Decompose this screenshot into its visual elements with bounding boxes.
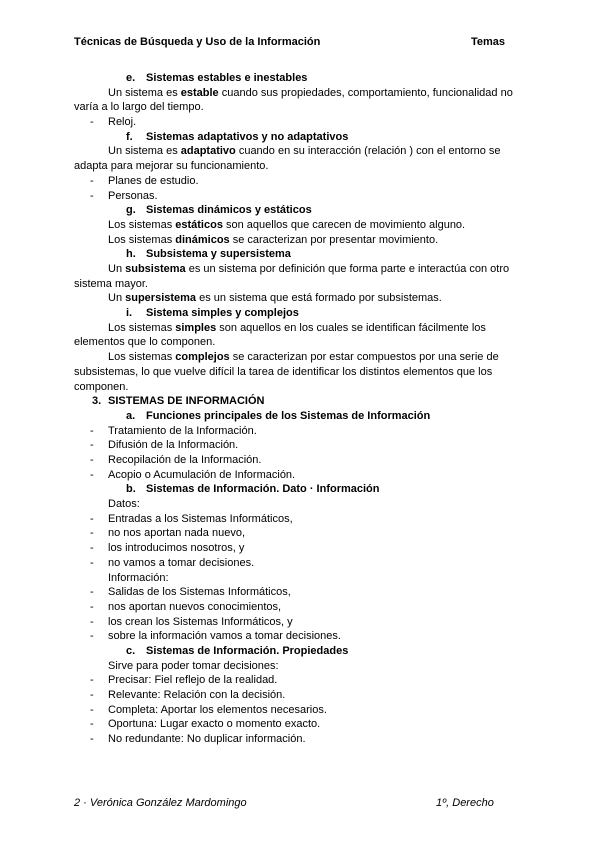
paragraph-text: Un sistema es <box>108 86 181 99</box>
list-bullet: - <box>90 733 94 746</box>
footer-course: 1º, Derecho <box>436 797 494 809</box>
paragraph <box>74 571 520 586</box>
emphasized-term: complejos <box>175 351 230 364</box>
list-item-text: No redundante: No duplicar información. <box>108 733 306 746</box>
paragraph <box>74 86 520 115</box>
list-item-text: Difusión de la Información. <box>108 439 239 452</box>
heading-label: b. <box>126 483 136 496</box>
list-item <box>74 688 520 703</box>
heading-label: c. <box>126 644 136 657</box>
subsection-heading <box>74 130 520 145</box>
list-item <box>74 115 520 130</box>
paragraph <box>74 233 520 248</box>
subsection-heading <box>74 306 520 321</box>
header-title: Técnicas de Búsqueda y Uso de la Información <box>74 36 321 48</box>
list-bullet: - <box>90 718 94 731</box>
heading-text: Sistemas de Información. Propiedades <box>146 644 349 657</box>
list-item-text: Reloj. <box>108 116 137 129</box>
list-bullet: - <box>90 689 94 702</box>
list-item-text: Relevante: Relación con la decisión. <box>108 689 286 702</box>
list-item-text: Oportuna: Lugar exacto o momento exacto. <box>108 718 321 731</box>
heading-text: SISTEMAS DE INFORMACIÓN <box>108 395 265 408</box>
paragraph-text: Un <box>108 292 126 305</box>
list-item <box>74 717 520 732</box>
subsection-heading <box>74 247 520 262</box>
emphasized-term: supersistema <box>125 292 197 305</box>
heading-text: Sistemas de Información. Dato · Información <box>146 483 380 496</box>
list-item-text: Precisar: Fiel reflejo de la realidad. <box>108 674 278 687</box>
list-item <box>74 541 520 556</box>
list-item-text: Personas. <box>108 189 158 202</box>
paragraph-text: Los sistemas <box>108 218 176 231</box>
list-bullet: - <box>90 468 94 481</box>
paragraph <box>74 291 520 306</box>
heading-label: i. <box>126 307 133 320</box>
heading-text: Sistema simples y complejos <box>146 307 299 320</box>
list-item-text: no vamos a tomar decisiones. <box>108 556 255 569</box>
list-item-text: Planes de estudio. <box>108 174 199 187</box>
paragraph-text: cuando en su interacción (relación ) con el entorno se adapta para mejorar su funcionamiento. <box>74 145 501 173</box>
list-item-text: Tratamiento de la Información. <box>108 424 257 437</box>
list-item <box>74 189 520 204</box>
list-item-text: Recopilación de la Información. <box>108 454 262 467</box>
paragraph <box>74 262 520 291</box>
heading-text: Subsistema y supersistema <box>146 248 291 261</box>
paragraph <box>74 350 520 394</box>
list-item <box>74 424 520 439</box>
list-item-text: los crean los Sistemas Informáticos, y <box>108 615 293 628</box>
paragraph-text: son aquellos que carecen de movimiento alguno. <box>222 218 466 231</box>
list-bullet: - <box>90 615 94 628</box>
list-item-text: no nos aportan nada nuevo, <box>108 527 246 540</box>
subsection-heading <box>74 203 520 218</box>
paragraph-text: Un sistema es <box>108 145 181 158</box>
list-bullet: - <box>90 189 94 202</box>
heading-text: Sistemas adaptativos y no adaptativos <box>146 130 349 143</box>
header-section-label: Temas <box>471 36 506 48</box>
list-item <box>74 673 520 688</box>
list-item <box>74 585 520 600</box>
list-bullet: - <box>90 630 94 643</box>
list-bullet: - <box>90 174 94 187</box>
heading-label: h. <box>126 248 136 261</box>
list-item-text: los introducimos nosotros, y <box>108 542 245 555</box>
emphasized-term: dinámicos <box>175 233 230 246</box>
paragraph-text: Un <box>108 263 126 275</box>
heading-label: 3. <box>92 395 102 408</box>
subsection-heading <box>74 644 520 659</box>
paragraph <box>74 659 520 674</box>
heading-label: a. <box>126 409 136 422</box>
paragraph-text: Sirve para poder tomar decisiones: <box>108 659 279 672</box>
paragraph-text: se caracterizan por presentar movimiento. <box>229 233 439 246</box>
list-bullet: - <box>90 674 94 687</box>
list-item <box>74 556 520 571</box>
heading-label: g. <box>126 204 136 217</box>
list-bullet: - <box>90 424 94 437</box>
heading-label: f. <box>126 130 133 143</box>
list-item <box>74 732 520 747</box>
list-item <box>74 600 520 615</box>
heading-text: Funciones principales de los Sistemas de Información <box>146 409 431 422</box>
list-bullet: - <box>90 703 94 716</box>
list-bullet: - <box>90 512 94 525</box>
paragraph <box>74 218 520 233</box>
heading-text: Sistemas estables e inestables <box>146 72 308 84</box>
footer-author: 2 · Verónica González Mardomingo <box>74 797 247 809</box>
emphasized-term: subsistema <box>125 263 186 275</box>
paragraph-text: son aquellos en los cuales se identifican fácilmente los elementos que lo componen. <box>74 321 486 349</box>
list-bullet: - <box>90 454 94 467</box>
list-bullet: - <box>90 600 94 613</box>
list-item-text: Entradas a los Sistemas Informáticos, <box>108 512 293 525</box>
list-item <box>74 629 520 644</box>
emphasized-term: simples <box>175 321 217 334</box>
list-item-text: sobre la información vamos a tomar decisiones. <box>108 630 341 643</box>
list-item-text: Acopio o Acumulación de Información. <box>108 468 296 481</box>
list-bullet: - <box>90 116 94 129</box>
paragraph <box>74 321 520 350</box>
list-bullet: - <box>90 542 94 555</box>
document-body <box>74 71 520 747</box>
paragraph-text: Información: <box>108 571 169 584</box>
list-item-text: Completa: Aportar los elementos necesarios. <box>108 703 327 716</box>
paragraph-text: cuando sus propiedades, comportamiento, funcionalidad no varía a lo largo del tiempo. <box>74 86 513 114</box>
section-heading <box>74 394 520 409</box>
emphasized-term: adaptativo <box>180 145 236 158</box>
list-item <box>74 703 520 718</box>
list-item <box>74 174 520 189</box>
list-item <box>74 615 520 630</box>
list-item <box>74 526 520 541</box>
paragraph-text: se caracterizan por estar compuestos por una serie de subsistemas, lo que vuelve difícil la tarea de identificar los distintos elementos que los componen. <box>74 351 499 393</box>
list-item <box>74 512 520 527</box>
paragraph-text: es un sistema que está formado por subsistemas. <box>196 292 442 305</box>
paragraph <box>74 144 520 173</box>
list-item <box>74 438 520 453</box>
subsection-heading <box>74 482 520 497</box>
emphasized-term: estáticos <box>175 218 223 231</box>
list-bullet: - <box>90 586 94 599</box>
paragraph <box>74 497 520 512</box>
heading-label: e. <box>126 72 136 84</box>
list-bullet: - <box>90 556 94 569</box>
list-bullet: - <box>90 527 94 540</box>
list-item-text: Salidas de los Sistemas Informáticos, <box>108 586 291 599</box>
paragraph-text: Datos: <box>108 498 140 511</box>
emphasized-term: estable <box>180 86 219 99</box>
heading-text: Sistemas dinámicos y estáticos <box>146 204 312 217</box>
paragraph-text: Los sistemas <box>108 321 176 334</box>
list-item-text: nos aportan nuevos conocimientos, <box>108 600 282 613</box>
paragraph-text: Los sistemas <box>108 351 176 364</box>
list-bullet: - <box>90 439 94 452</box>
subsection-heading <box>74 71 520 86</box>
subsection-heading <box>74 409 520 424</box>
paragraph-text: Los sistemas <box>108 233 176 246</box>
paragraph-text: es un sistema por definición que forma parte e interactúa con otro sistema mayor. <box>74 263 510 290</box>
list-item <box>74 453 520 468</box>
list-item <box>74 468 520 483</box>
